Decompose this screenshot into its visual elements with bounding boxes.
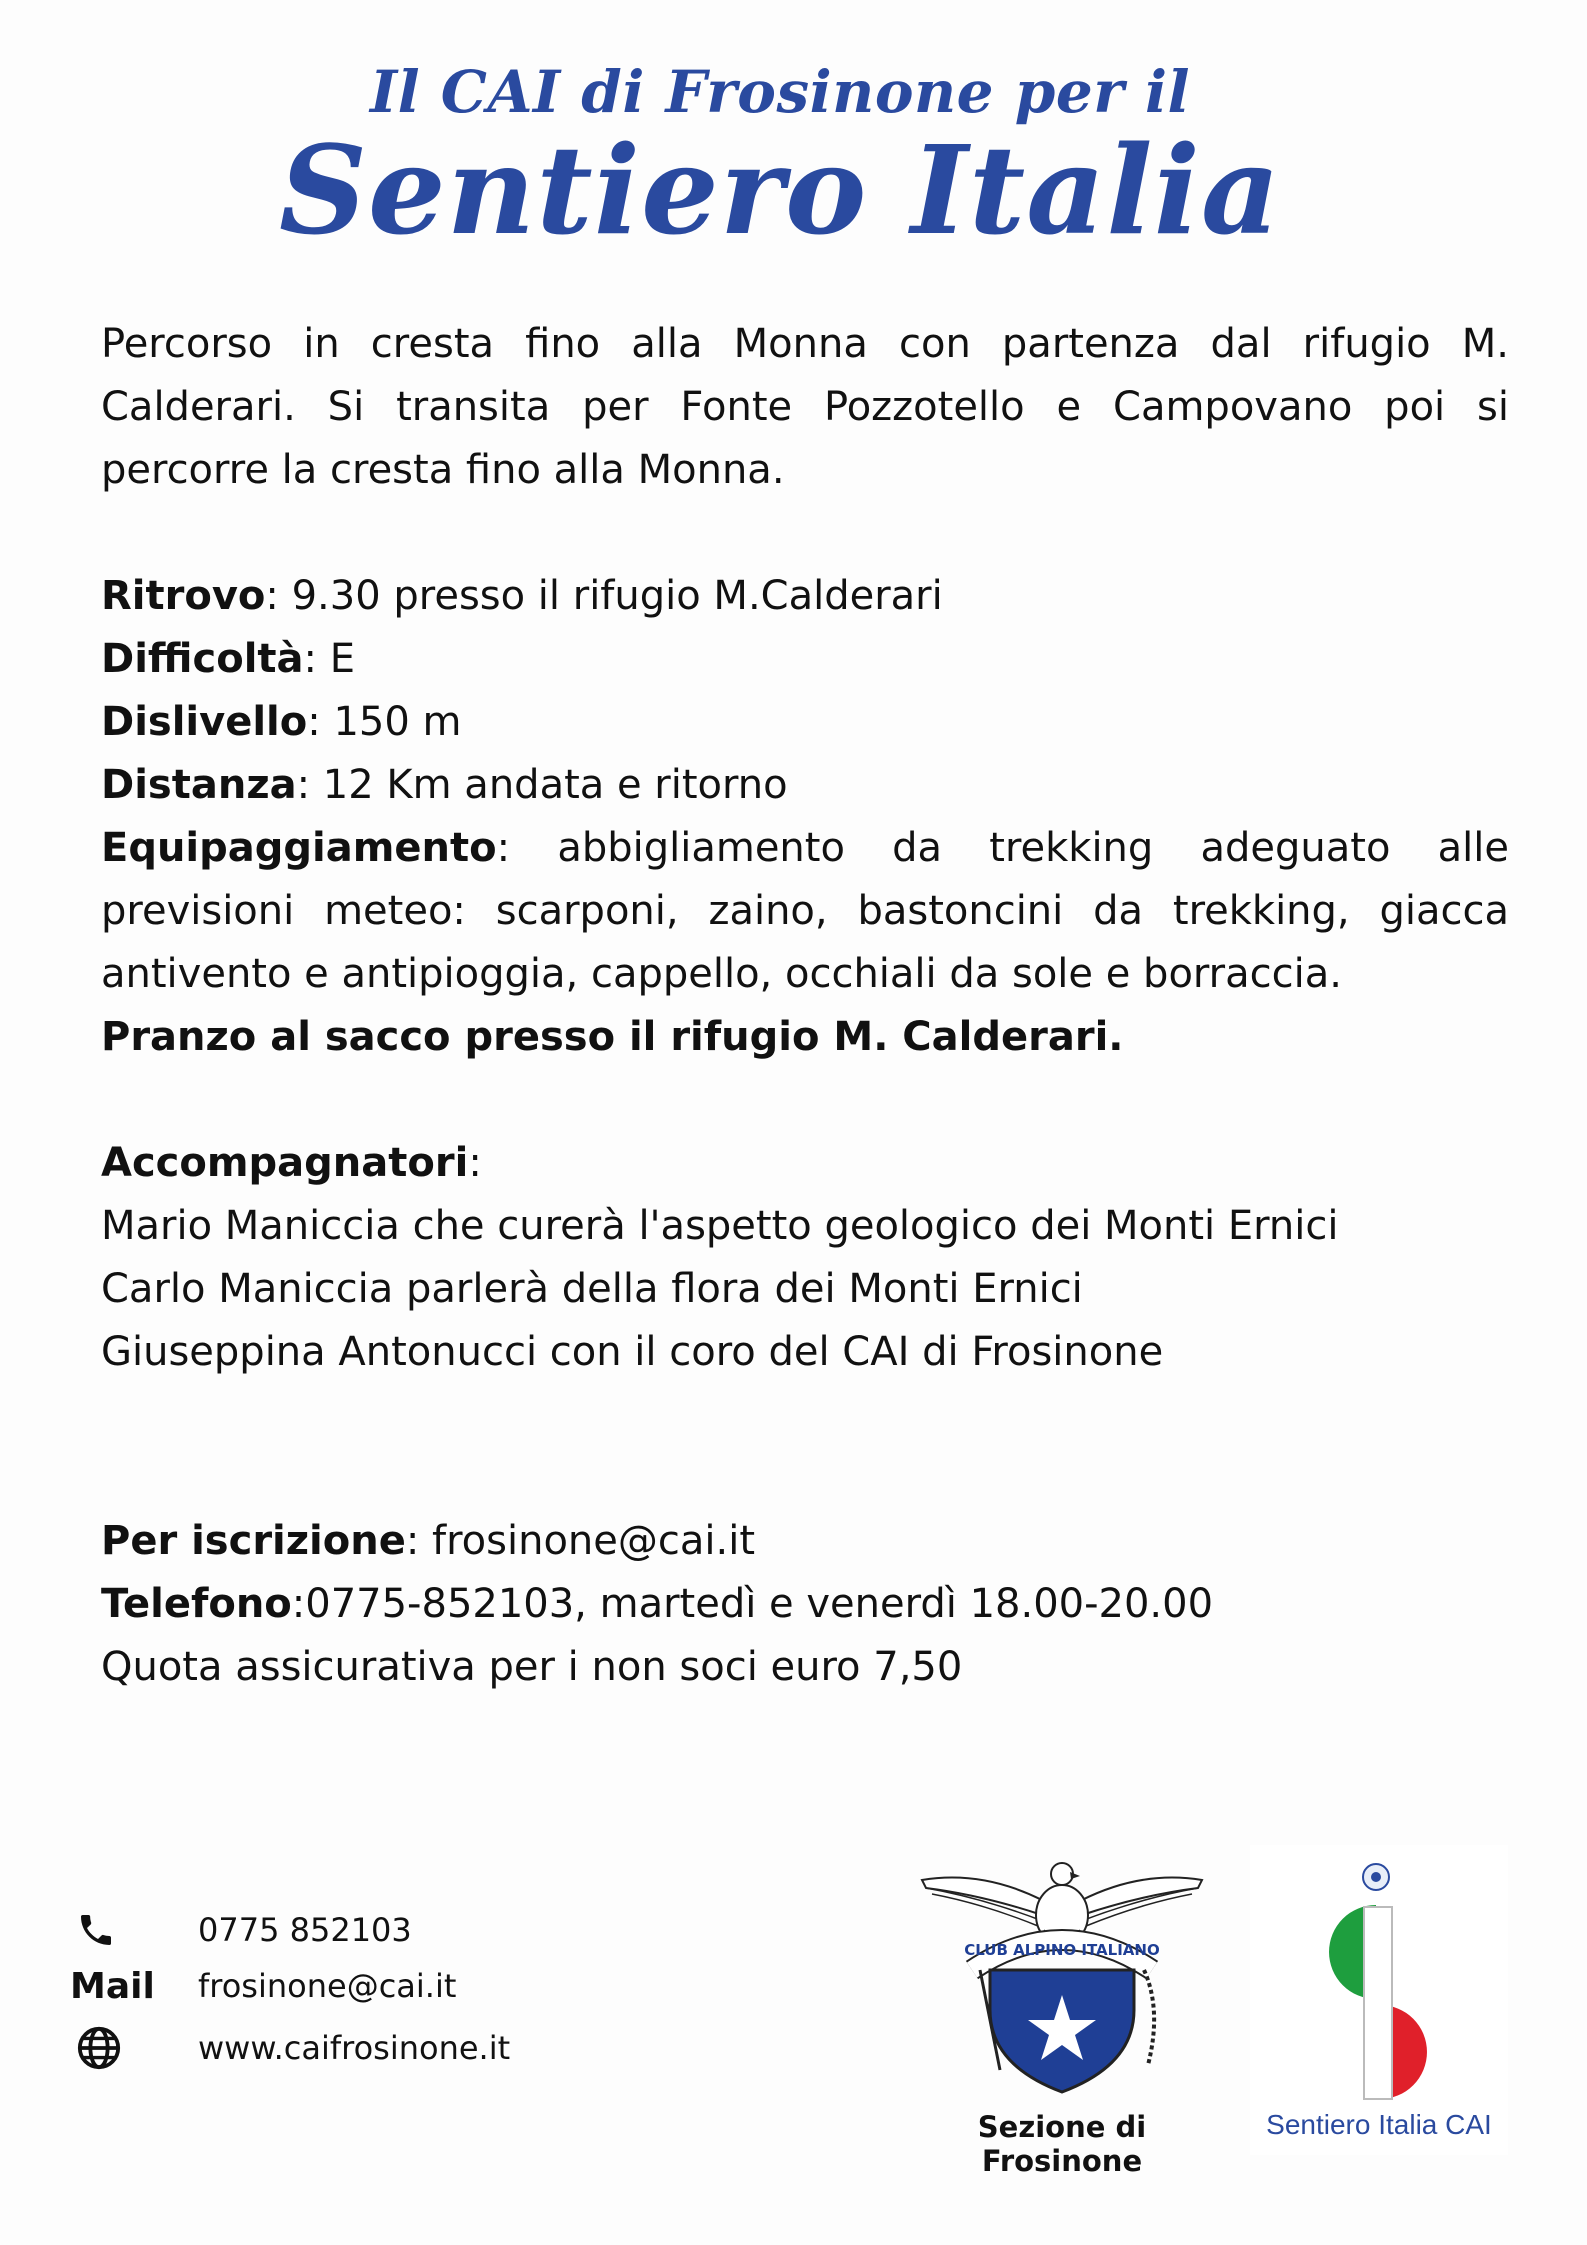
sentiero-italia-caption: Sentiero Italia CAI: [1266, 2109, 1492, 2140]
difficolta-line: [101, 628, 1509, 691]
dislivello-line: [101, 691, 1509, 754]
accompagnatori-heading: [101, 1132, 1509, 1195]
telefono-value: :0775-852103, martedì e venerdì 18.00-20.00: [291, 1581, 1214, 1627]
guide-item: Carlo Maniccia parlerà della flora dei Monti Ernici: [101, 1266, 1083, 1312]
iscrizione-line: [101, 1510, 1509, 1573]
ritrovo-label: Ritrovo: [101, 573, 266, 619]
distanza-label: Distanza: [101, 762, 297, 808]
ritrovo-line: [101, 565, 1509, 628]
iscrizione-label: Per iscrizione: [101, 1518, 406, 1564]
telefono-line: [101, 1573, 1509, 1636]
ritrovo-value: : 9.30 presso il rifugio M.Calderari: [265, 573, 943, 619]
distanza-value: : 12 Km andata e ritorno: [296, 762, 788, 808]
header-subtitle: Il CAI di Frosinone per il: [369, 58, 1191, 126]
guide-item: Mario Maniccia che curerà l'aspetto geologico dei Monti Ernici: [101, 1203, 1339, 1249]
distanza-line: [101, 754, 1509, 817]
main-content: [101, 313, 1509, 1699]
phone-icon: [76, 1908, 196, 1952]
pranzo-text: Pranzo al sacco presso il rifugio M. Calderari.: [101, 1014, 1124, 1060]
intro-paragraph: Percorso in cresta fino alla Monna con partenza dal rifugio M. Calderari. Si transita per Fonte Pozzotello e Campovano poi si percorre la cresta fino alla Monna.: [101, 321, 1509, 493]
difficolta-label: Difficoltà: [101, 636, 304, 682]
pranzo-line: [101, 1006, 1509, 1069]
mail-label: Mail: [70, 1965, 155, 2007]
cai-caption: Sezione di Frosinone: [977, 2110, 1147, 2178]
page-title: Sentiero Italia: [278, 118, 1282, 262]
telefono-label: Telefono: [101, 1581, 292, 1627]
email-link[interactable]: frosinone@cai.it: [198, 1967, 457, 2005]
dislivello-label: Dislivello: [101, 699, 308, 745]
iscrizione-value: : frosinone@cai.it: [405, 1518, 756, 1564]
cai-logo: [912, 1860, 1212, 2100]
equipaggiamento-value: : abbigliamento da trekking adeguato alle previsioni meteo: scarponi, zaino, bastoncini da trekking, giacca antivento e antipioggia, cappello, occhiali da sole e borraccia.: [101, 825, 1509, 997]
equipaggiamento-line: [101, 817, 1509, 1006]
dislivello-value: : 150 m: [307, 699, 462, 745]
quota-line: Quota assicurativa per i non soci euro 7,50: [101, 1644, 963, 1690]
accompagnatori-colon: :: [468, 1140, 482, 1186]
cai-ring-text: CLUB ALPINO ITALIANO: [964, 1941, 1160, 1959]
difficolta-value: : E: [303, 636, 356, 682]
sentiero-italia-logo: [1250, 1845, 1508, 2155]
globe-icon: [76, 2025, 196, 2071]
accompagnatori-label: Accompagnatori: [101, 1140, 469, 1186]
guide-item: Giuseppina Antonucci con il coro del CAI di Frosinone: [101, 1329, 1164, 1375]
website-link[interactable]: www.caifrosinone.it: [198, 2029, 511, 2067]
phone-number[interactable]: 0775 852103: [198, 1911, 412, 1949]
equipaggiamento-label: Equipaggiamento: [101, 825, 497, 871]
